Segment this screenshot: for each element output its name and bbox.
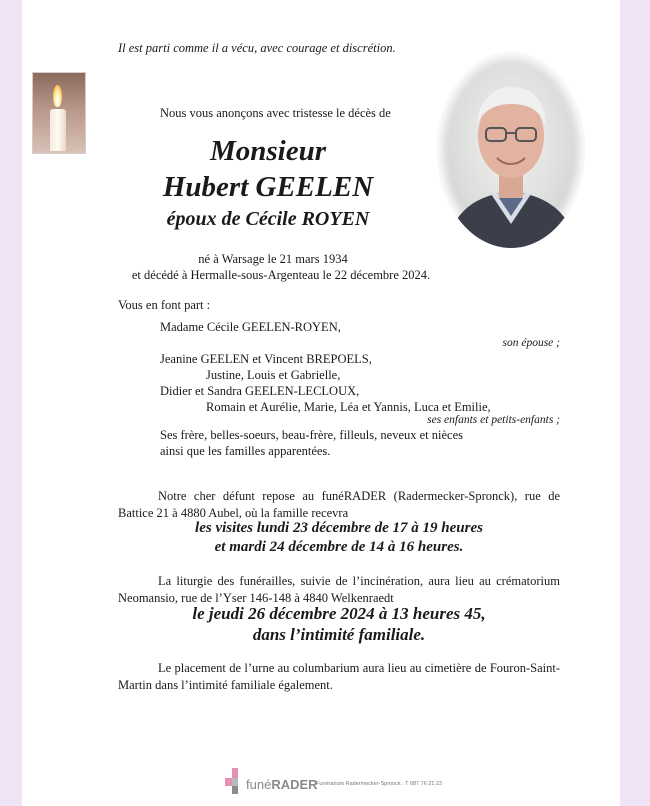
deceased-honorific: Monsieur: [209, 135, 327, 167]
visits-paragraph: [118, 488, 560, 522]
family-child-1: Jeanine GEELEN et Vincent BREPOELS,: [160, 352, 372, 366]
family-lead: Vous en font part :: [118, 298, 211, 312]
funeral-home-contact: Funérarium Radermecker-Spronck . T 087 76 21 23: [316, 781, 443, 787]
deceased-name: Hubert GEELEN: [162, 171, 374, 203]
right-border-band: [620, 0, 650, 806]
brand-bold: RADER: [271, 777, 318, 792]
left-border-band: [0, 0, 22, 806]
funerader-logo-icon: [222, 768, 244, 794]
family-others-2: ainsi que les familles apparentées.: [160, 444, 331, 458]
funeral-text: La liturgie des funérailles, suivie de l’incinération, aura lieu au crématorium Neomansio, rue de l’Yser 146-148 à 4840 Welkenraedt: [118, 574, 560, 605]
family-grandchildren-2: Romain et Aurélie, Marie, Léa et Yannis, Luca et Emilie,: [206, 400, 491, 414]
deceased-spouse-line: époux de Cécile ROYEN: [166, 208, 370, 230]
funeral-privacy: dans l’intimité familiale.: [252, 625, 426, 644]
funerader-wordmark: [246, 777, 318, 792]
visits-text: Notre cher défunt repose au funéRADER (Radermecker-Spronck), rue de Battice 21 à 4880 Aubel, où la famille recevra: [118, 489, 560, 520]
brand-light: funé: [246, 777, 272, 792]
funeral-home-logo: [222, 768, 452, 798]
family-others-1: Ses frère, belles-soeurs, beau-frère, filleuls, neveux et nièces: [160, 428, 463, 442]
family-spouse: Madame Cécile GEELEN-ROYEN,: [160, 320, 341, 334]
spouse-role: son épouse ;: [502, 337, 560, 349]
motto: Il est parti comme il a vécu, avec courage et discrétion.: [118, 41, 396, 55]
visits-time-2: et mardi 24 décembre de 14 à 16 heures.: [214, 539, 464, 555]
death-line: et décédé à Hermalle-sous-Argenteau le 22 décembre 2024.: [131, 268, 431, 282]
family-child-2: Didier et Sandra GEELEN-LECLOUX,: [160, 384, 360, 398]
birth-line: né à Warsage le 21 mars 1934: [198, 252, 348, 266]
candle-flame-icon: [53, 85, 62, 107]
funeral-date: le jeudi 26 décembre 2024 à 13 heures 45,: [192, 604, 486, 623]
children-role: ses enfants et petits-enfants ;: [427, 414, 560, 426]
visits-time-1: les visites lundi 23 décembre de 17 à 19 heures: [195, 520, 483, 536]
urn-paragraph: [118, 660, 560, 694]
urn-text: Le placement de l’urne au columbarium aura lieu au cimetière de Fouron-Saint-Martin dans l’intimité familiale également.: [118, 661, 560, 692]
funeral-paragraph: [118, 573, 560, 607]
announcement-intro: Nous vous anonçons avec tristesse le décès de: [160, 106, 391, 120]
family-grandchildren-1: Justine, Louis et Gabrielle,: [206, 368, 341, 382]
